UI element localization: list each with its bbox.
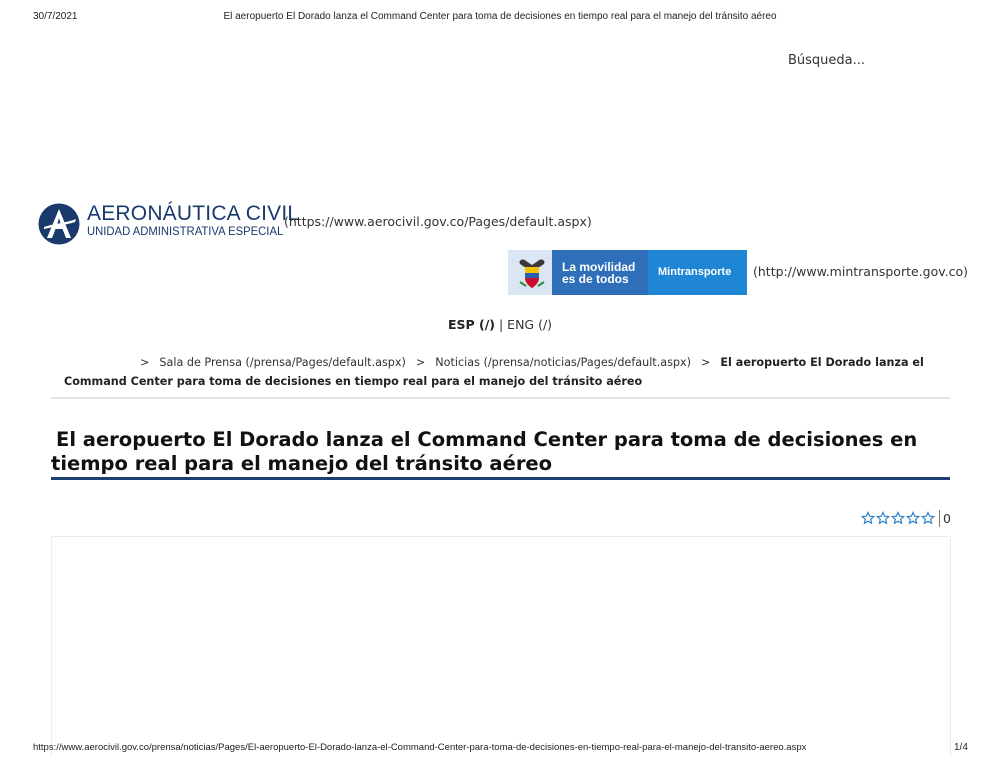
breadcrumb-separator: > (415, 356, 426, 369)
title-underline (51, 477, 950, 480)
rating-divider (939, 510, 940, 527)
star-5-icon[interactable] (921, 511, 935, 525)
mintransporte-name: Mintransporte (658, 266, 732, 278)
print-page-number: 1/4 (954, 742, 968, 753)
language-eng-link[interactable]: ENG (/) (507, 317, 553, 332)
aerocivil-url[interactable]: (https://www.aerocivil.gov.co/Pages/default.aspx) (284, 214, 592, 229)
star-2-icon[interactable] (876, 511, 890, 525)
language-esp-link[interactable]: ESP (/) (447, 317, 495, 332)
star-1-icon[interactable] (861, 511, 875, 525)
breadcrumb-separator: > (701, 356, 711, 369)
print-date: 30/7/2021 (33, 11, 78, 22)
banner-slogan (562, 261, 646, 285)
rating-count: 0 (943, 510, 951, 526)
article-content-frame (51, 536, 951, 757)
language-separator: | (498, 317, 504, 332)
colombia-coat-of-arms-icon (516, 256, 548, 290)
breadcrumb-current: El aeropuerto El Dorado lanza el Command Center para toma de decisiones en tiempo real para el manejo del tránsito aéreo (64, 356, 924, 388)
breadcrumb-item-sala-de-prensa[interactable]: Sala de Prensa (/prensa/Pages/default.aspx) (159, 356, 406, 369)
brand-name: AERONÁUTICA CIVIL (87, 202, 300, 225)
breadcrumb-divider (51, 397, 950, 399)
mintransporte-url[interactable]: (http://www.mintransporte.gov.co) (753, 264, 969, 279)
aerocivil-logo-link[interactable] (38, 201, 598, 247)
print-url: https://www.aerocivil.gov.co/prensa/noticias/Pages/El-aeropuerto-El-Dorado-lanza-el-Command-Center-para-toma-de-decisiones-en-tiempo-real-para-el-manejo-del-transito-aereo.aspx (33, 742, 807, 753)
banner-slogan-line2: es de todos (562, 272, 629, 286)
page-title (51, 428, 956, 476)
star-3-icon[interactable] (891, 511, 905, 525)
breadcrumb-separator: > (140, 356, 150, 369)
star-4-icon[interactable] (906, 511, 920, 525)
banner-slogan-line1: La movilidad (562, 260, 636, 274)
breadcrumb (64, 353, 944, 391)
star-rating (861, 509, 951, 527)
print-page-title: El aeropuerto El Dorado lanza el Command Center para toma de decisiones en tiempo real para el manejo del tránsito aéreo (223, 11, 777, 22)
mintransporte-banner[interactable] (508, 250, 747, 295)
breadcrumb-item-noticias[interactable]: Noticias (/prensa/noticias/Pages/default.aspx) (435, 356, 692, 369)
aerocivil-logo-icon (38, 203, 80, 245)
search-link[interactable]: Búsqueda... (788, 53, 866, 68)
brand-subtitle: UNIDAD ADMINISTRATIVA ESPECIAL (87, 226, 284, 238)
language-selector (0, 317, 1000, 332)
page-title-text: El aeropuerto El Dorado lanza el Command Center para toma de decisiones en tiempo real para el manejo del tránsito aéreo (51, 428, 918, 475)
